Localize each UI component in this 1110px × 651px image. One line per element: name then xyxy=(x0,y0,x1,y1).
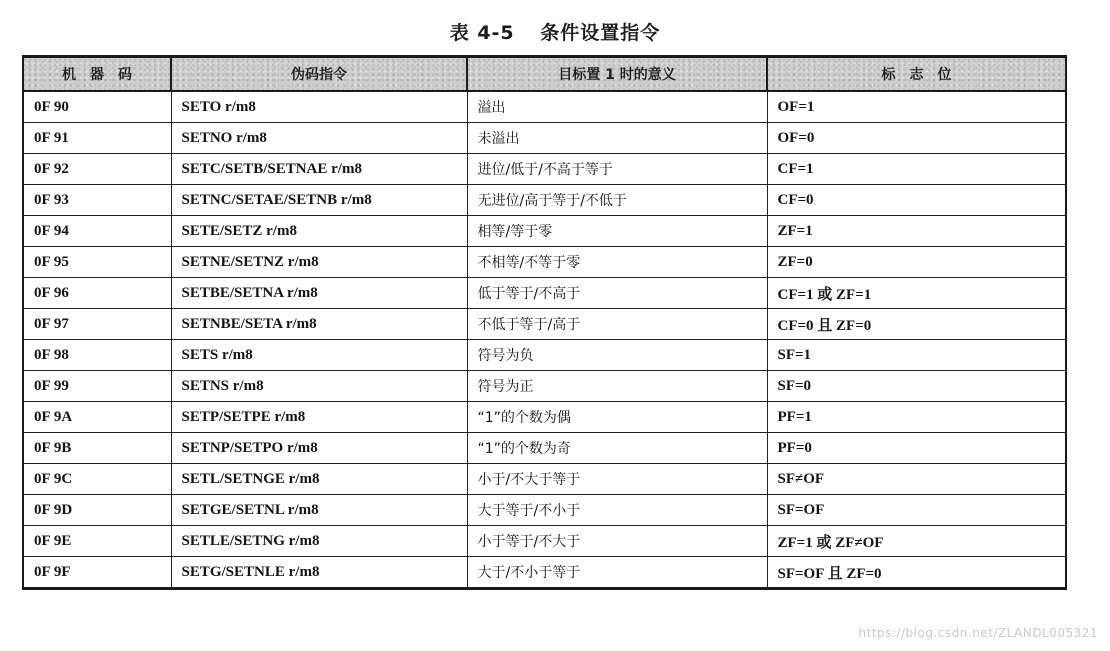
cell-code: 0F 92 xyxy=(23,154,171,185)
cell-meaning: 小于/不大于等于 xyxy=(467,464,767,495)
cell-code: 0F 9C xyxy=(23,464,171,495)
cell-meaning: 未溢出 xyxy=(467,123,767,154)
cell-flags: SF≠OF xyxy=(767,464,1066,495)
table-row xyxy=(23,526,1066,557)
watermark-url: https://blog.csdn.net/ZLANDL005321 xyxy=(858,626,1098,640)
table-row xyxy=(23,154,1066,185)
table-row xyxy=(23,495,1066,526)
cell-meaning: 无进位/高于等于/不低于 xyxy=(467,185,767,216)
cell-meaning: 符号为负 xyxy=(467,340,767,371)
header-machine-code: 机器码 xyxy=(23,57,171,92)
cell-instruction: SETNP/SETPO r/m8 xyxy=(171,433,467,464)
cell-flags: CF=1 xyxy=(767,154,1066,185)
cell-flags: PF=1 xyxy=(767,402,1066,433)
cell-instruction: SETL/SETNGE r/m8 xyxy=(171,464,467,495)
cell-flags: PF=0 xyxy=(767,433,1066,464)
cell-flags: ZF=1 xyxy=(767,216,1066,247)
cell-meaning: “1”的个数为奇 xyxy=(467,433,767,464)
caption-number: 表 4-5 xyxy=(449,22,515,44)
header-pseudo-instruction: 伪码指令 xyxy=(171,57,467,92)
cell-instruction: SETNBE/SETA r/m8 xyxy=(171,309,467,340)
cell-meaning: 相等/等于零 xyxy=(467,216,767,247)
cell-instruction: SETC/SETB/SETNAE r/m8 xyxy=(171,154,467,185)
header-flags: 标志位 xyxy=(767,57,1066,92)
table-row xyxy=(23,216,1066,247)
cell-flags: OF=1 xyxy=(767,91,1066,123)
cell-meaning: 进位/低于/不高于等于 xyxy=(467,154,767,185)
cell-meaning: 不低于等于/高于 xyxy=(467,309,767,340)
cell-instruction: SETS r/m8 xyxy=(171,340,467,371)
cell-instruction: SETNE/SETNZ r/m8 xyxy=(171,247,467,278)
cell-code: 0F 9A xyxy=(23,402,171,433)
cell-instruction: SETG/SETNLE r/m8 xyxy=(171,557,467,589)
cell-flags: SF=1 xyxy=(767,340,1066,371)
table-header-row xyxy=(23,57,1066,92)
cell-instruction: SETNO r/m8 xyxy=(171,123,467,154)
cell-meaning: 符号为正 xyxy=(467,371,767,402)
cell-code: 0F 96 xyxy=(23,278,171,309)
cell-code: 0F 91 xyxy=(23,123,171,154)
cell-code: 0F 9E xyxy=(23,526,171,557)
cell-flags: CF=1 或 ZF=1 xyxy=(767,278,1066,309)
table-row xyxy=(23,91,1066,123)
cell-flags: SF=OF 且 ZF=0 xyxy=(767,557,1066,589)
cell-instruction: SETBE/SETNA r/m8 xyxy=(171,278,467,309)
table-row xyxy=(23,185,1066,216)
cell-meaning: “1”的个数为偶 xyxy=(467,402,767,433)
table-row xyxy=(23,371,1066,402)
cell-code: 0F 97 xyxy=(23,309,171,340)
cell-code: 0F 95 xyxy=(23,247,171,278)
cell-code: 0F 93 xyxy=(23,185,171,216)
cell-instruction: SETGE/SETNL r/m8 xyxy=(171,495,467,526)
cell-code: 0F 9F xyxy=(23,557,171,589)
cell-instruction: SETO r/m8 xyxy=(171,91,467,123)
table-row xyxy=(23,557,1066,589)
cell-instruction: SETNS r/m8 xyxy=(171,371,467,402)
cell-code: 0F 99 xyxy=(23,371,171,402)
table-row xyxy=(23,123,1066,154)
cell-instruction: SETE/SETZ r/m8 xyxy=(171,216,467,247)
cell-meaning: 低于等于/不高于 xyxy=(467,278,767,309)
cell-instruction: SETNC/SETAE/SETNB r/m8 xyxy=(171,185,467,216)
cell-meaning: 不相等/不等于零 xyxy=(467,247,767,278)
cell-flags: ZF=1 或 ZF≠OF xyxy=(767,526,1066,557)
table-row xyxy=(23,278,1066,309)
cell-meaning: 溢出 xyxy=(467,91,767,123)
cell-flags: OF=0 xyxy=(767,123,1066,154)
cell-flags: CF=0 且 ZF=0 xyxy=(767,309,1066,340)
cell-code: 0F 98 xyxy=(23,340,171,371)
cell-instruction: SETLE/SETNG r/m8 xyxy=(171,526,467,557)
caption-title: 条件设置指令 xyxy=(540,22,661,44)
table-row xyxy=(23,309,1066,340)
table-caption xyxy=(0,18,1110,45)
cell-code: 0F 9B xyxy=(23,433,171,464)
cell-flags: ZF=0 xyxy=(767,247,1066,278)
cell-flags: CF=0 xyxy=(767,185,1066,216)
cell-instruction: SETP/SETPE r/m8 xyxy=(171,402,467,433)
cell-meaning: 大于等于/不小于 xyxy=(467,495,767,526)
cell-flags: SF=0 xyxy=(767,371,1066,402)
table-row xyxy=(23,247,1066,278)
table-row xyxy=(23,402,1066,433)
header-meaning: 目标置 1 时的意义 xyxy=(467,57,767,92)
condition-set-instructions-table xyxy=(22,55,1067,590)
table-row xyxy=(23,464,1066,495)
cell-code: 0F 94 xyxy=(23,216,171,247)
table-row xyxy=(23,340,1066,371)
cell-code: 0F 9D xyxy=(23,495,171,526)
cell-code: 0F 90 xyxy=(23,91,171,123)
table-row xyxy=(23,433,1066,464)
cell-flags: SF=OF xyxy=(767,495,1066,526)
cell-meaning: 大于/不小于等于 xyxy=(467,557,767,589)
cell-meaning: 小于等于/不大于 xyxy=(467,526,767,557)
